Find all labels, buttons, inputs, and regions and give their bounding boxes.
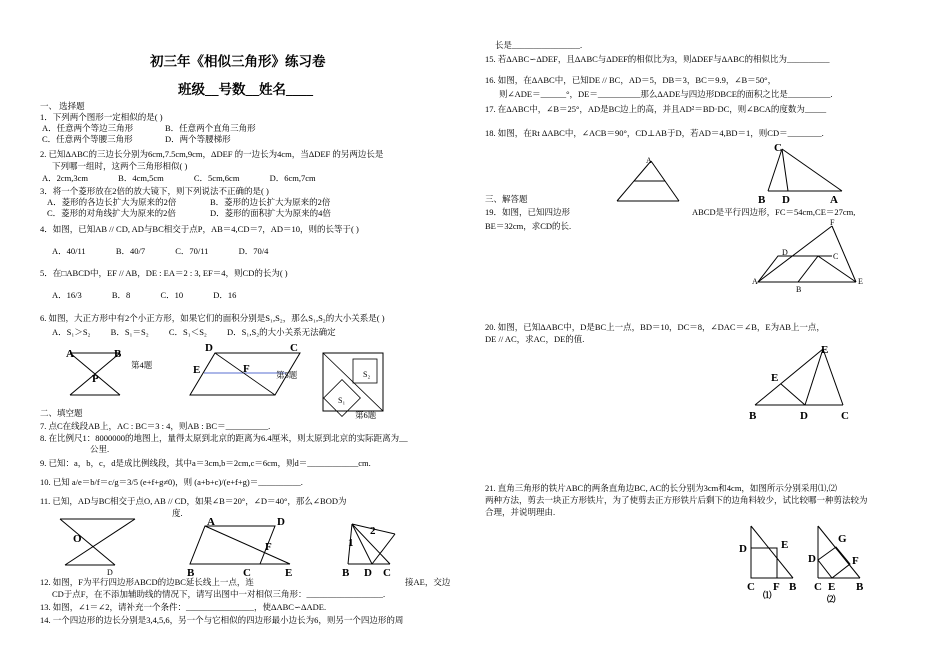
- q4-option: B．40/7: [115, 246, 146, 256]
- svg-text:E: E: [193, 364, 201, 376]
- q15: 15. 若ΔABC∽ΔDEF，且ΔABC与ΔDEF的相似比为3，则ΔDEF与ΔABC的相似比为__________: [485, 54, 830, 64]
- q2-option: B．4cm,5cm: [118, 173, 164, 183]
- svg-text:1: 1: [348, 537, 354, 549]
- q18: 18. 如图，在Rt ΔABC中，∠ACB＝90°，CD⊥AB于D，若AD＝4,BD＝1，则CD＝________.: [485, 128, 824, 138]
- svg-text:C: C: [383, 567, 391, 579]
- q21: 21. 直角三角形的铁片ABC的两条直角边BC, AC的长分别为3cm和4cm，如图所示分别采用⑴,⑵: [485, 483, 838, 493]
- q4-option: D．70/4: [238, 246, 269, 256]
- svg-text:C: C: [290, 342, 298, 354]
- figure-q4-label: 第4题: [131, 360, 153, 370]
- q8: 8. 在比例尺1：8000000的地图上，量得太原到北京的距离为6.4厘米，则太原到北京的实际距离为__: [40, 433, 408, 443]
- svg-text:F: F: [265, 541, 272, 553]
- svg-text:D: D: [782, 248, 788, 257]
- q21-line2: 两种方法，剪去一块正方形铁片，为了使剪去正方形铁片后剩下的边角料较少，试比较哪一种剪法较为: [485, 495, 868, 505]
- svg-text:F: F: [830, 218, 835, 227]
- q6: 6. 如图，大正方形中有2个小正方形，如果它们的面积分别是S₁,S₂，那么S₁,S₂的大小关系是( ): [40, 313, 385, 323]
- figure-q12: [185, 516, 295, 579]
- q11-line2: 度.: [172, 508, 183, 518]
- q3: 3．将一个菱形放在2倍的放大镜下，则下列说法不正确的是( ): [40, 186, 269, 196]
- figure-q6: [323, 353, 385, 411]
- svg-text:B: B: [749, 410, 757, 422]
- svg-text:A: A: [207, 516, 215, 528]
- q19-right: ABCD是平行四边形，FC＝54cm,CE＝27cm,: [692, 207, 856, 217]
- q4-option: A．40/11: [52, 246, 86, 256]
- q16-line2: 则∠ADE＝______°，DE＝__________那么ΔADE与四边形DBCE的面积之比是__________.: [499, 89, 833, 99]
- svg-text:E: E: [771, 372, 779, 384]
- section-choice: 一、 选择题: [40, 101, 85, 111]
- svg-text:B: B: [187, 567, 195, 579]
- q6-options: [52, 327, 364, 338]
- svg-text:A: A: [66, 348, 74, 360]
- q5: 5．在□ABCD中，EF // AB，DE : EA＝2 : 3, EF＝4，则CD的长为( ): [40, 268, 288, 278]
- q5-option: B．8: [111, 290, 131, 300]
- q13: 13. 如图，∠1＝∠2，请补充一个条件：________________，使ΔABC∽ΔADE.: [40, 602, 327, 612]
- svg-text:B: B: [856, 581, 864, 593]
- svg-text:E: E: [781, 539, 789, 551]
- svg-text:B: B: [789, 581, 797, 593]
- figure-q11: [55, 515, 145, 577]
- q20: 20. 如图，已知ΔABC中，D是BC上一点，BD＝10，DC＝8，∠DAC＝∠B，E为AB上一点，: [485, 322, 825, 332]
- q3-option-c: C．菱形的对角线扩大为原来的2倍: [47, 208, 176, 218]
- svg-text:F: F: [243, 363, 250, 375]
- figure-q21-1-label: ⑴: [763, 590, 772, 600]
- page-subtitle: 班级__号数__姓名____: [178, 82, 313, 97]
- q12-right: 接AE，交边: [405, 577, 451, 587]
- q4-options: [52, 246, 296, 257]
- svg-text:C: C: [243, 567, 251, 579]
- svg-text:E: E: [858, 277, 863, 286]
- q1-option-d: D．两个等腰梯形: [165, 134, 231, 144]
- q5-option: C．10: [160, 290, 184, 300]
- svg-text:D: D: [277, 516, 285, 528]
- figure-q21-2-label: ⑵: [827, 594, 836, 604]
- svg-text:F: F: [852, 555, 859, 567]
- q19-line2: BE＝32cm，求CD的长.: [485, 221, 572, 231]
- q6-option: C．S₁＜S₂: [168, 327, 207, 337]
- q1-option-b: B．任意两个直角三角形: [165, 123, 256, 133]
- svg-text:B: B: [342, 567, 350, 579]
- q2-line2: 下列哪一组时，这两个三角形相似( ): [52, 161, 188, 171]
- q5-option: A．16/3: [52, 290, 82, 300]
- svg-text:B: B: [758, 194, 766, 206]
- q3-option-a: A．菱形的各边长扩大为原来的2倍: [47, 197, 177, 207]
- q7: 7. 点C在线段AB上，AC : BC＝3 : 4，则AB : BC＝__________.: [40, 421, 271, 431]
- svg-text:A: A: [646, 156, 652, 165]
- q4-option: C．70/11: [175, 246, 209, 256]
- svg-text:F: F: [773, 581, 780, 593]
- svg-text:C: C: [774, 142, 782, 154]
- svg-text:C: C: [841, 410, 849, 422]
- figure-q19: [752, 218, 868, 294]
- svg-text:A: A: [752, 277, 758, 286]
- q10: 10. 已知 a/e＝b/f＝c/g＝3/5 (e+f+g≠0)，则 (a+b+c)/(e+f+g)＝__________.: [40, 477, 303, 487]
- svg-text:D: D: [808, 553, 816, 565]
- svg-text:D: D: [800, 410, 808, 422]
- section-fill: 二、填空题: [40, 408, 83, 418]
- svg-text:C: C: [833, 252, 839, 261]
- q14-cont: 长是________________.: [495, 40, 583, 50]
- figure-q20: [749, 344, 855, 423]
- figure-q13: [340, 518, 410, 579]
- figure-q5-label: 第5题: [276, 370, 298, 380]
- q3-option-d: D．菱形的面积扩大为原来的4倍: [210, 208, 331, 218]
- figure-q21-2: [810, 520, 870, 600]
- q11: 11. 已知，AD与BC相交于点O, AB // CD，如果∠B＝20°，∠D＝40°，那么∠BOD为: [40, 496, 347, 506]
- right-page: [475, 0, 950, 671]
- q1-option-c: C．任意两个等腰三角形: [42, 134, 133, 144]
- q6-option: D．S₁,S₂的大小关系无法确定: [227, 327, 336, 337]
- svg-text:A: A: [830, 194, 838, 206]
- svg-text:B: B: [114, 348, 122, 360]
- svg-text:E: E: [821, 344, 829, 356]
- q20-line2: DE // AC，求AC，DE的值.: [485, 334, 585, 344]
- q6-option: B．S₁＝S₂: [110, 327, 149, 337]
- svg-text:D: D: [782, 194, 790, 206]
- svg-text:O: O: [73, 533, 82, 545]
- svg-text:D: D: [739, 543, 747, 555]
- q12-line2: CD于点F，在不添加辅助线的情况下，请写出图中一对相似三角形：__________________.: [52, 589, 386, 599]
- svg-text:C: C: [747, 581, 755, 593]
- q2-option: A．2cm,3cm: [42, 173, 89, 183]
- q6-option: A．S₁＞S₂: [52, 327, 91, 337]
- svg-text:D: D: [107, 568, 113, 577]
- svg-text:D: D: [205, 342, 213, 354]
- q19: 19．如图，已知四边形: [485, 207, 571, 217]
- svg-text:S₁: S₁: [338, 396, 346, 405]
- q5-options: [52, 290, 264, 301]
- q8-line2: 公里.: [90, 444, 110, 454]
- q4: 4．如图，已知AB // CD, AD与BC相交于点P，AB＝4,CD＝7，AD＝10，则的长等于( ): [40, 224, 359, 234]
- section-solve: 三、解答题: [485, 194, 528, 204]
- q1-option-a: A．任意两个等边三角形: [42, 123, 134, 133]
- svg-text:G: G: [838, 533, 847, 545]
- svg-text:E: E: [285, 567, 293, 579]
- svg-text:E: E: [828, 581, 836, 593]
- q2-options: [42, 173, 344, 184]
- figure-q18: [758, 142, 850, 206]
- svg-text:D: D: [364, 567, 372, 579]
- figure-q21-1: [739, 520, 803, 600]
- q12: 12. 如图，F为平行四边形ABCD的边BC延长线上一点，连: [40, 577, 254, 587]
- figure-q16: [613, 155, 683, 215]
- figure-q4: [60, 345, 130, 403]
- q3-option-b: B．菱形的边长扩大为原来的2倍: [210, 197, 331, 207]
- page-title: 初三年《相似三角形》练习卷: [150, 54, 326, 69]
- q14: 14. 一个四边形的边长分别是3,4,5,6，另一个与它相似的四边形最小边长为6，则另一个四边形的周: [40, 615, 404, 625]
- svg-text:B: B: [796, 285, 802, 294]
- q9: 9. 已知：a，b，c，d是成比例线段，其中a＝3cm,b＝2cm,c＝6cm，则d＝____________cm.: [40, 458, 371, 468]
- q2-option: C．5cm,6cm: [193, 173, 240, 183]
- q1: 1．下列两个图形一定相似的是( ): [40, 112, 163, 122]
- svg-text:S₂: S₂: [363, 370, 371, 379]
- q21-line3: 合理，并说明理由.: [485, 507, 556, 517]
- q2: 2. 已知ΔABC的三边长分别为6cm,7.5cm,9cm，ΔDEF 的一边长为4cm，当ΔDEF 的另两边长是: [40, 149, 384, 159]
- q17: 17. 在ΔABC中，∠B＝25°，AD是BC边上的高，并且AD²＝BD·DC，则∠BCA的度数为_____: [485, 104, 827, 114]
- svg-text:C: C: [814, 581, 822, 593]
- figure-q6-label: 第6题: [355, 410, 377, 420]
- svg-text:P: P: [92, 373, 99, 385]
- q5-option: D．16: [213, 290, 237, 300]
- q16: 16. 如图，在ΔABC中，已知DE // BC，AD＝5，DB＝3，BC＝9.9，∠B＝50°，: [485, 75, 777, 85]
- q2-option: D．6cm,7cm: [269, 173, 316, 183]
- svg-text:2: 2: [370, 525, 376, 537]
